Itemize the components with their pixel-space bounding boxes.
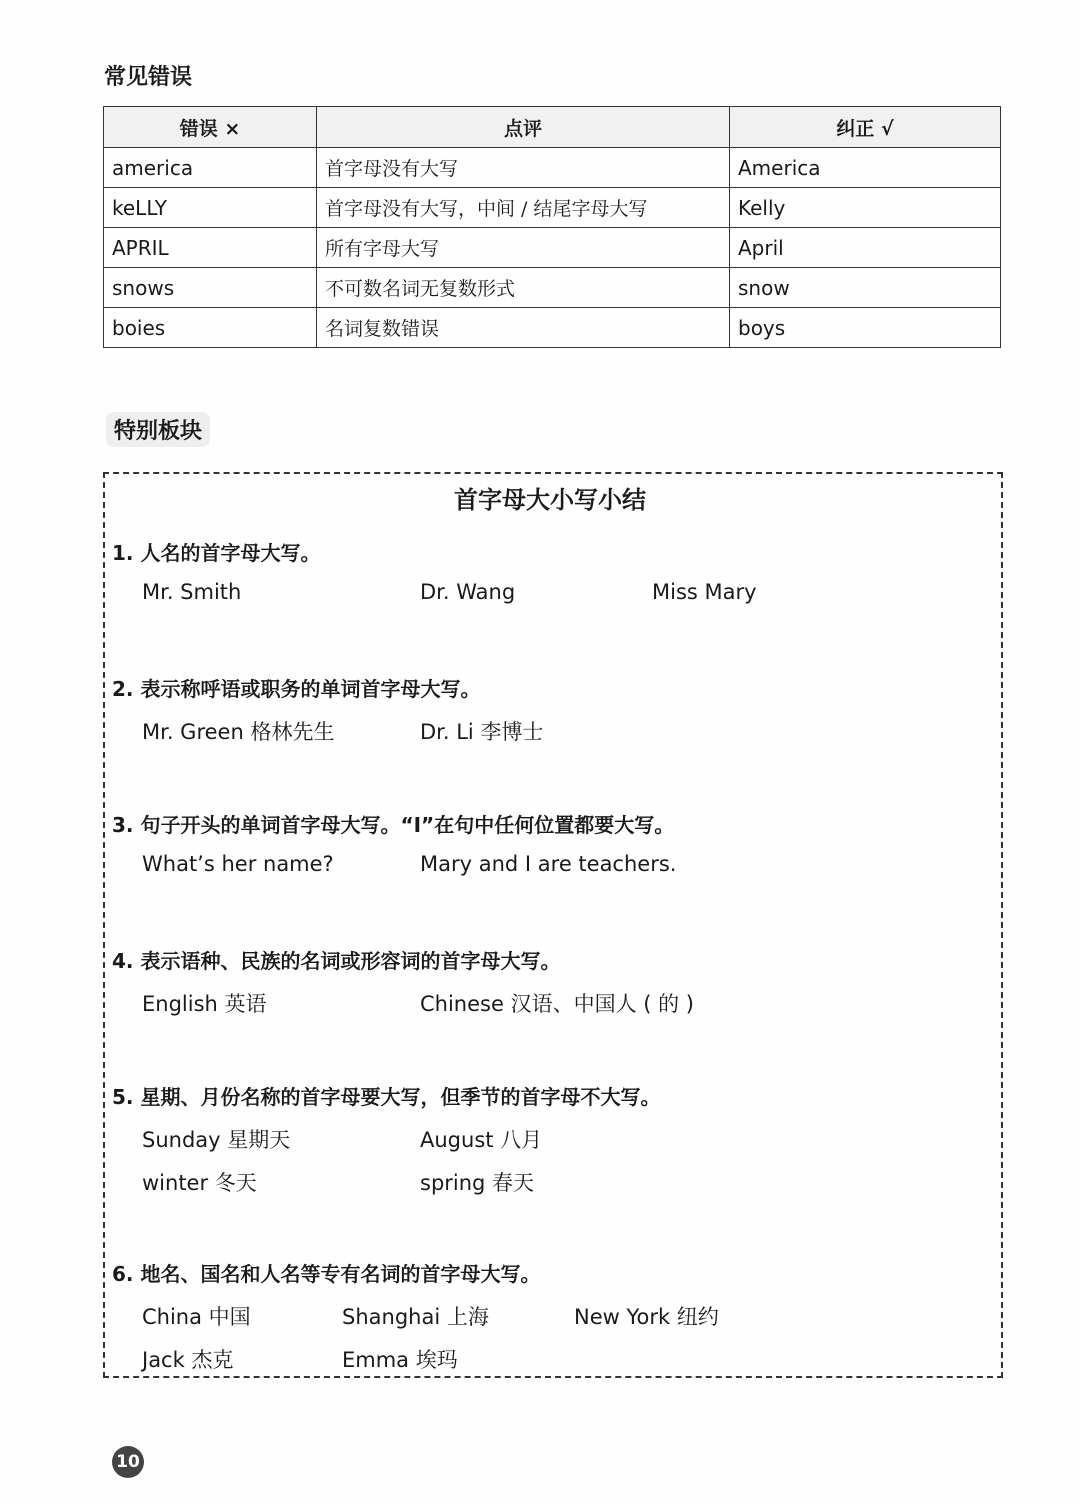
example-item: Mary and I are teachers. <box>420 852 677 876</box>
correction-cell: America <box>730 148 1001 188</box>
comment-cell: 首字母没有大写 <box>317 148 730 188</box>
example-item: What’s her name? <box>142 852 334 876</box>
example-item: Sunday 星期天 <box>142 1128 291 1152</box>
table-row <box>104 228 1001 268</box>
error-cell: snows <box>104 268 317 308</box>
comment-cell: 不可数名词无复数形式 <box>317 268 730 308</box>
correction-cell: April <box>730 228 1001 268</box>
correction-cell: Kelly <box>730 188 1001 228</box>
col-header: 纠正 √ <box>730 107 1001 148</box>
table-row <box>104 148 1001 188</box>
example-item: Jack 杰克 <box>142 1348 234 1372</box>
comment-cell: 首字母没有大写，中间 / 结尾字母大写 <box>317 188 730 228</box>
example-item: Dr. Wang <box>420 580 516 604</box>
section-heading: 4. 表示语种、民族的名词或形容词的首字母大写。 <box>112 949 561 973</box>
example-item: China 中国 <box>142 1305 251 1329</box>
section-heading: 1. 人名的首字母大写。 <box>112 541 321 565</box>
example-item: Shanghai 上海 <box>342 1305 489 1329</box>
summary-box <box>103 472 1003 1378</box>
example-item: August 八月 <box>420 1128 543 1152</box>
example-item: spring 春天 <box>420 1171 535 1195</box>
error-cell: america <box>104 148 317 188</box>
correction-cell: snow <box>730 268 1001 308</box>
example-item: Miss Mary <box>652 580 757 604</box>
col-header: 点评 <box>317 107 730 148</box>
box-title: 首字母大小写小结 <box>454 485 646 514</box>
error-cell: boies <box>104 308 317 348</box>
correction-cell: boys <box>730 308 1001 348</box>
example-item: Dr. Li 李博士 <box>420 720 544 744</box>
example-item: Chinese 汉语、中国人 ( 的 ) <box>420 992 694 1016</box>
page-number: 10 <box>112 1446 144 1478</box>
table-row <box>104 268 1001 308</box>
table-row <box>104 308 1001 348</box>
example-item: English 英语 <box>142 992 267 1016</box>
section-heading: 3. 句子开头的单词首字母大写。“I”在句中任何位置都要大写。 <box>112 813 675 837</box>
error-cell: APRIL <box>104 228 317 268</box>
errors-heading: 常见错误 <box>104 65 193 90</box>
comment-cell: 所有字母大写 <box>317 228 730 268</box>
error-cell: keLLY <box>104 188 317 228</box>
example-item: Mr. Smith <box>142 580 242 604</box>
special-heading: 特别板块 <box>106 412 210 447</box>
example-item: New York 纽约 <box>574 1305 719 1329</box>
comment-cell: 名词复数错误 <box>317 308 730 348</box>
section-heading: 5. 星期、月份名称的首字母要大写，但季节的首字母不大写。 <box>112 1085 661 1109</box>
example-item: winter 冬天 <box>142 1171 257 1195</box>
section-heading: 6. 地名、国名和人名等专有名词的首字母大写。 <box>112 1262 541 1286</box>
section-heading: 2. 表示称呼语或职务的单词首字母大写。 <box>112 677 481 701</box>
example-item: Emma 埃玛 <box>342 1348 458 1372</box>
col-header: 错误 × <box>104 107 317 148</box>
table-row <box>104 188 1001 228</box>
errors-table <box>103 106 1001 348</box>
example-item: Mr. Green 格林先生 <box>142 720 335 744</box>
